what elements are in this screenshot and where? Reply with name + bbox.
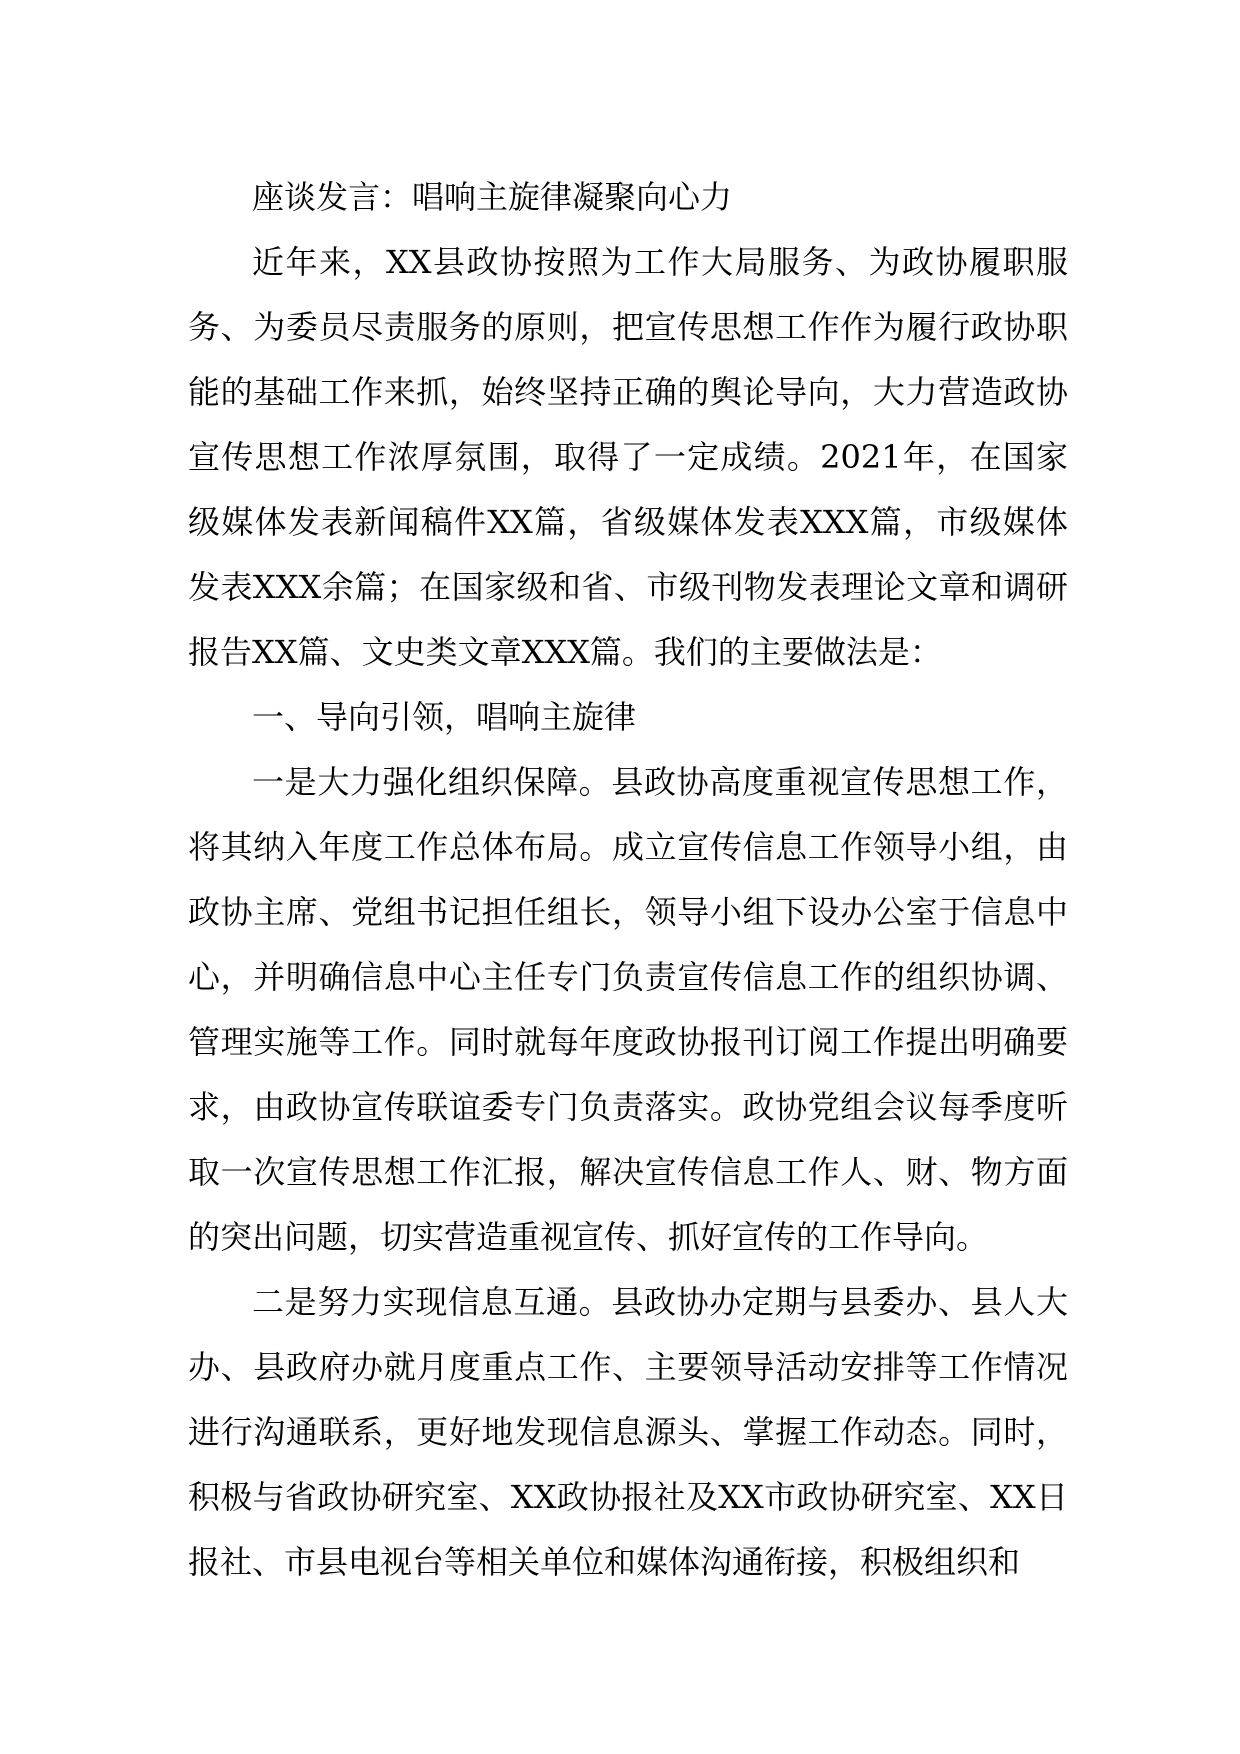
paragraph-intro: 近年来，XX县政协按照为工作大局服务、为政协履职服务、为委员尽责服务的原则，把宣传思想工作作为履行政协职能的基础工作来抓，始终坚持正确的舆论导向，大力营造政协宣传思想工作浓厚氛围，取得了一定成绩。2021年，在国家级媒体发表新闻稿件XX篇，省级媒体发表XXX篇，市级媒体发表XXX余篇；在国家级和省、市级刊物发表理论文章和调研报告XX篇、文史类文章XXX篇。我们的主要做法是： xyxy=(188,243,1068,671)
document-title: 座谈发言：唱响主旋律凝聚向心力 xyxy=(252,178,733,216)
paragraph-organization: 一是大力强化组织保障。县政协高度重视宣传思想工作，将其纳入年度工作总体布局。成立宣传信息工作领导小组，由政协主席、党组书记担任组长，领导小组下设办公室于信息中心，并明确信息中心主任专门负责宣传信息工作的组织协调、管理实施等工作。同时就每年度政协报刊订阅工作提出明确要求，由政协宣传联谊委专门负责落实。政协党组会议每季度听取一次宣传思想工作汇报，解决宣传信息工作人、财、物方面的突出问题，切实营造重视宣传、抓好宣传的工作导向。 xyxy=(188,763,1068,1256)
paragraph-information: 二是努力实现信息互通。县政协办定期与县委办、县人大办、县政府办就月度重点工作、主要领导活动安排等工作情况进行沟通联系，更好地发现信息源头、掌握工作动态。同时，积极与省政协研究室、XX政协报社及XX市政协研究室、XX日报社、市县电视台等相关单位和媒体沟通衔接，积极组织和 xyxy=(188,1283,1068,1581)
document-body xyxy=(188,165,1068,1595)
section-heading-1: 一、导向引领，唱响主旋律 xyxy=(252,698,637,736)
